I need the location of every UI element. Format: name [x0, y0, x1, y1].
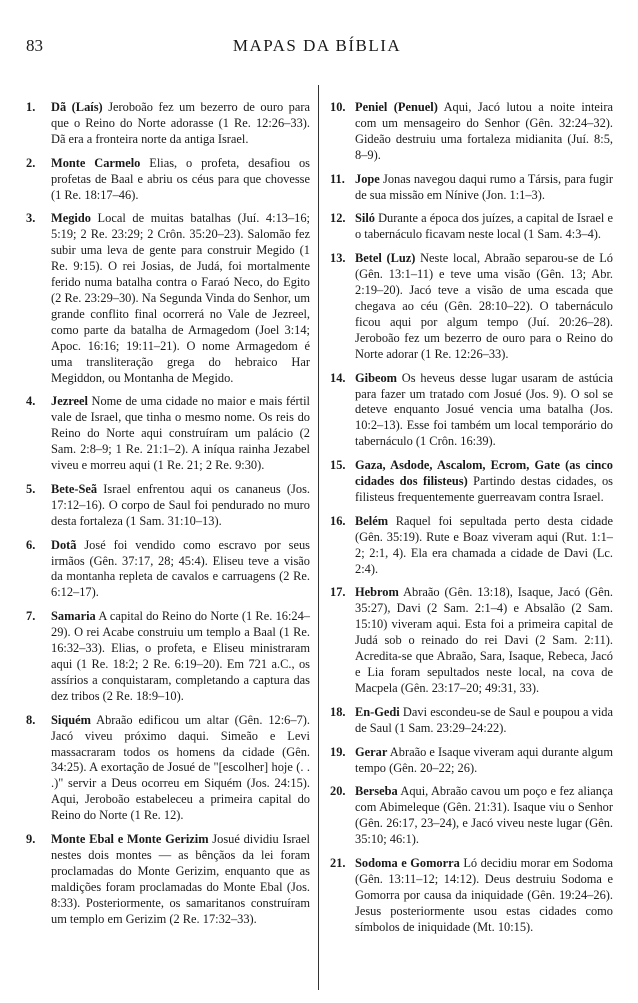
entry-body — [355, 585, 613, 696]
place-name: Betel (Luz) — [355, 251, 416, 266]
entry-description: Aqui, Abraão cavou um poço e fez aliança com Abimeleque (Gên. 21:31). Isaque viu o Senhor (Gên. 26:17, 23–24), e Jacó viveu neste lugar (Gên. 35:10; 46:1). — [355, 784, 613, 847]
page-number: 83 — [26, 36, 43, 55]
entry-number: 20. — [330, 784, 346, 799]
entry-description: Aqui, Jacó lutou a noite inteira com um mensageiro do Senhor (Gên. 32:24–32). Gideão destruiu uma fortaleza midianita (Juí. 8:5, 8–9). — [355, 100, 613, 162]
gazetteer-entry — [330, 251, 613, 362]
place-name: Monte Carmelo — [51, 155, 141, 170]
place-name: En-Gedi — [355, 704, 400, 719]
entry-body — [51, 100, 310, 148]
gazetteer-entry — [330, 856, 613, 936]
entry-number: 12. — [330, 211, 346, 226]
place-name: Belém — [355, 513, 389, 528]
entry-number: 21. — [330, 856, 346, 871]
entry-number: 7. — [26, 609, 36, 624]
entry-body — [51, 609, 310, 704]
entry-number: 9. — [26, 832, 36, 847]
entry-number: 14. — [330, 370, 346, 385]
entry-body — [355, 745, 613, 777]
gazetteer-entry — [330, 458, 613, 506]
running-title: MAPAS DA BÍBLIA — [232, 36, 402, 55]
entry-description: Jonas navegou daqui rumo a Társis, para fugir de sua missão em Nínive (Jon. 1:1–3). — [355, 171, 613, 202]
place-name: Peniel (Penuel) — [355, 100, 438, 114]
entry-body — [51, 538, 310, 602]
entry-body — [355, 784, 613, 848]
gazetteer-entry — [330, 705, 613, 737]
gazetteer-entry — [330, 745, 613, 777]
entry-description: Os heveus desse lugar usaram de astúcia para fazer um tratado com Josué (Jos. 9). O sol se deteve enquanto Josué vencia uma batalha (Jos. 10:2–13). Esse foi também um local temporário do tabernáculo (1 Crôn. 16:39). — [355, 370, 613, 449]
entry-body — [51, 482, 310, 530]
place-name: Siquém — [51, 712, 91, 727]
entry-body — [355, 100, 613, 164]
entry-number: 4. — [26, 394, 36, 409]
entry-number: 11. — [330, 171, 345, 186]
gazetteer-entry — [26, 394, 310, 474]
gazetteer-entry — [26, 211, 310, 386]
entry-description: Jeroboão fez um bezerro de ouro para que o Reino do Norte adorasse (1 Re. 12:26–33). Dã era a fronteira norte da antiga Israel. — [51, 100, 311, 146]
entry-body — [355, 856, 613, 936]
place-name: Gaza, Asdode, Ascalom, Ecrom, Gate (as cinco cidades dos filisteus) — [355, 458, 613, 489]
gazetteer-entry — [330, 100, 613, 164]
entry-body — [51, 832, 310, 927]
entry-body — [355, 211, 613, 243]
gazetteer-entry — [26, 832, 310, 927]
left-column — [26, 100, 310, 936]
place-name: Hebrom — [355, 585, 399, 600]
gazetteer-entry — [26, 713, 310, 824]
entry-number: 16. — [330, 513, 346, 528]
entry-description: Partindo destas cidades, os filisteus frequentemente guerreavam contra Israel. — [355, 474, 613, 504]
entry-number: 5. — [26, 481, 36, 496]
entry-number: 10. — [330, 100, 346, 114]
entry-description: Josué dividiu Israel nestes dois montes — as bênçãos da lei foram proclamadas do Monte Gerizim, enquanto que as maldições foram proclamadas do Monte Ebal (Jos. 8:33). Posteriormente, os samaritanos construíram um templo em Gerizim (2 Re. 17:32–33). — [51, 832, 310, 926]
gazetteer-entry — [330, 514, 613, 578]
entry-description: Raquel foi sepultada perto desta cidade (Gên. 35:19). Rute e Boaz viveram aqui (Rut. 1:1–2; 2:1, 4). Ela era chamada a cidade de Davi (Lc. 2:4). — [355, 513, 613, 576]
entry-number: 1. — [26, 100, 36, 114]
entry-number: 17. — [330, 585, 346, 600]
entry-number: 8. — [26, 712, 36, 727]
place-name: Gibeom — [355, 370, 397, 385]
place-name: Megido — [51, 211, 91, 226]
place-name: Gerar — [355, 744, 388, 759]
place-name: Dã (Laís) — [51, 100, 103, 114]
page-header — [26, 36, 608, 60]
place-name: Samaria — [51, 609, 96, 624]
entry-body — [51, 211, 310, 386]
entry-description: Abraão (Gên. 13:18), Isaque, Jacó (Gên. 35:27), Davi (2 Sam. 2:1–4) e Absalão (2 Sam. 15:10) viveram aqui. Esta foi a primeira capital de Judá sob o reinado do rei Davi (2 Sam. 2:11). Acredita-se que Abraão, Sara, Isaque, Rebeca, Jacó e Lia foram sepultados neste local, na cova de Macpela (Gên. 23:17–20; 49:31, 33). — [355, 585, 613, 695]
gazetteer-entry — [26, 538, 310, 602]
entry-number: 15. — [330, 458, 346, 473]
entry-body — [51, 713, 310, 824]
entry-description: Abraão edificou um altar (Gên. 12:6–7). Jacó viveu próximo daqui. Simeão e Levi massacraram todos os homens da cidade (Gên. 34:25). A exortação de Josué de "[escolher] hoje (. . .)" servir a Deus ocorreu em Siquém (Jos. 24:15). Aqui, Jeroboão estabeleceu a primeira capital do Reino do Norte (1 Re. 12). — [51, 712, 310, 823]
entry-body — [51, 394, 310, 474]
entry-number: 2. — [26, 155, 36, 170]
entry-description: Local de muitas batalhas (Juí. 4:13–16; 5:19; 2 Re. 23:29; 2 Crôn. 35:20–23). Salomão fez subir uma leva de gente para construir Megido (1 Re. 9:15). O rei Josias, de Judá, foi mortalmente ferido numa batalha contra o Faraó Neco, do Egito (2 Re. 23:29–30). Na Segunda Vinda do Senhor, um grande conflito final ocorrerá no Vale de Jezreel, como parte da batalha de Armagedom (Joel 3:14; Apoc. 16:16; 19:11–21). O nome Armagedom é uma transliteração grega do hebraico Har Megiddon, ou Montanha de Megido. — [51, 211, 310, 385]
entry-description: Ló decidiu morar em Sodoma (Gên. 13:11–12; 14:12). Deus destruiu Sodoma e Gomorra por causa da iniquidade (Gên. 19:24–26). Jesus posteriormente usou estas cidades como símbolos de iniquidade (Mt. 10:15). — [355, 856, 613, 934]
place-name: Sodoma e Gomorra — [355, 856, 460, 871]
entry-number: 19. — [330, 744, 346, 759]
entry-description: Israel enfrentou aqui os cananeus (Jos. 17:12–16). O corpo de Saul foi pendurado no muro desta fortaleza (1 Sam. 31:10–13). — [51, 481, 310, 528]
entry-description: Elias, o profeta, desafiou os profetas de Baal e abriu os céus para que chovesse (1 Re. 18:17–46). — [51, 155, 311, 202]
place-name: Siló — [355, 211, 375, 226]
entry-body — [355, 458, 613, 506]
entry-number: 3. — [26, 211, 36, 226]
entry-body — [51, 156, 310, 204]
place-name: Jezreel — [51, 394, 88, 409]
gazetteer-entry — [330, 585, 613, 696]
gazetteer-entry — [330, 172, 613, 204]
entry-body — [355, 371, 613, 451]
entry-description: Nome de uma cidade no maior e mais fértil vale de Israel, que tinha o mesmo nome. Os reis do Reino do Norte aqui construíram um palácio (2 Sam. 2:8–9; 1 Re. 21:1–2). A iníqua rainha Jezabel viveu e morreu aqui (1 Re. 21; 2 Re. 9:30). — [51, 394, 310, 473]
place-name: Jope — [355, 171, 380, 186]
entry-body — [355, 705, 613, 737]
right-column — [330, 100, 613, 944]
entry-body — [355, 172, 613, 204]
entry-description: Abraão e Isaque viveram aqui durante algum tempo (Gên. 20–22; 26). — [355, 744, 613, 775]
gazetteer-entry — [26, 609, 310, 704]
column-divider — [318, 85, 319, 990]
entry-description: Davi escondeu-se de Saul e poupou a vida de Saul (1 Sam. 23:29–24:22). — [355, 704, 613, 735]
entry-description: Durante a época dos juízes, a capital de Israel e o tabernáculo ficavam neste local (1 Sam. 4:3–4). — [355, 211, 613, 242]
gazetteer-entry — [330, 371, 613, 451]
place-name: Monte Ebal e Monte Gerizim — [51, 832, 209, 847]
gazetteer-entry — [330, 784, 613, 848]
place-name: Dotã — [51, 537, 77, 552]
entry-number: 13. — [330, 251, 346, 266]
entry-description: A capital do Reino do Norte (1 Re. 16:24–29). O rei Acabe construiu um templo a Baal (1 Re. 16:32–33). Elias, o profeta, e Eliseu ministraram aqui (1 Re. 18:2; 2 Re. 6:19–20). Em 721 a.C., os assírios a conquistaram, completando a captura das dez tribos (2 Re. 18:9–10). — [51, 609, 310, 703]
gazetteer-entry — [26, 156, 310, 204]
gazetteer-entry — [26, 100, 310, 148]
entry-description: Neste local, Abraão separou-se de Ló (Gên. 13:1–11) e teve uma visão (Gên. 13; Abr. 2:19–20). Jacó teve a visão de uma escada que chegava ao céu (Gên. 28:10–22). O tabernáculo ficou aqui por algum tempo (Juí. 20:26–28). Jeroboão fez um bezerro de ouro para o Reino do Norte adorar (1 Re. 12:26–33). — [355, 251, 613, 361]
place-name: Berseba — [355, 784, 398, 799]
entry-number: 6. — [26, 537, 36, 552]
entry-body — [355, 514, 613, 578]
gazetteer-entry — [330, 211, 613, 243]
entry-description: José foi vendido como escravo por seus irmãos (Gên. 37:17, 28; 45:4). Eliseu teve a visão da montanha repleta de cavalos e carruagens (2 Re. 6:12–17). — [51, 537, 310, 600]
place-name: Bete-Seã — [51, 481, 98, 496]
entry-body — [355, 251, 613, 362]
gazetteer-entry — [26, 482, 310, 530]
entry-number: 18. — [330, 704, 346, 719]
